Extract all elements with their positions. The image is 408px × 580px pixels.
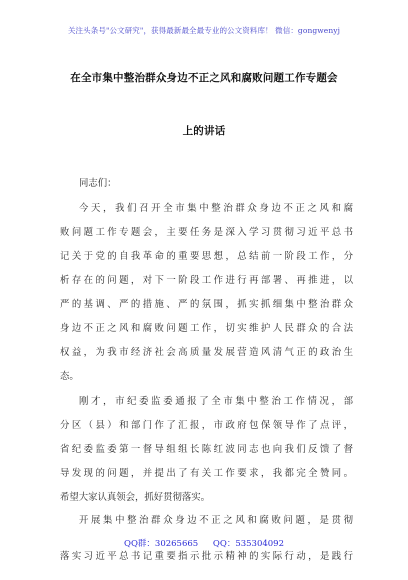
paragraph-line: 身边不正之风和腐败问题工作，切实维护人民群众的合法 [60,323,353,334]
paragraph-line: 今天，我们召开全市集中整治群众身边不正之风和腐 [79,203,353,214]
paragraph-line: 败问题工作专题会，主要任务是深入学习贯彻习近平总书 [60,227,353,238]
header-note: 关注头条号"公文研究"，获得最新最全最专业的公文资料库！ 微信：gongwenyj [67,26,341,35]
paragraph-line: 落实习近平总书记重要指示批示精神的实际行动，是践行 [60,551,353,562]
paragraph-line: 权益，为我市经济社会高质量发展营造风清气正的政治生 [60,347,353,358]
paragraph-line: 记关于党的自我革命的重要思想，总结前一阶段工作，分 [60,251,353,262]
salutation: 同志们： [79,178,117,189]
footer-contact [0,537,408,549]
paragraph-line: 刚才，市纪委监委通报了全市集中整治工作情况，部 [79,396,353,407]
paragraph-line: 导发现的问题，并提出了有关工作要求，我都完全赞同。 [60,468,353,479]
paragraph-line: 希望大家认真领会，抓好贯彻落实。 [60,492,211,503]
paragraph-line: 态。 [60,371,79,382]
paragraph-line: 分区（县）和部门作了汇报，市政府包保领导作了点评， [60,420,353,431]
document-title-continued: 上的讲话 [182,125,226,137]
paragraph-line: 严的基调、严的措施、严的氛围，抓实抓细集中整治群众 [60,299,353,310]
document-title: 在全市集中整治群众身边不正之风和腐败问题工作专题会 [70,72,338,84]
footer-qq: QQ：535304092 [212,539,284,549]
paragraph-line: 省纪委监委第一督导组组长陈红波同志也向我们反馈了督 [60,444,353,455]
footer-qq-group: QQ群：30265665 [123,539,199,549]
paragraph-line: 开展集中整治群众身边不正之风和腐败问题，是贯彻 [79,515,353,526]
paragraph-line: 析存在的问题，对下一阶段工作进行再部署、再推进，以 [60,275,353,286]
